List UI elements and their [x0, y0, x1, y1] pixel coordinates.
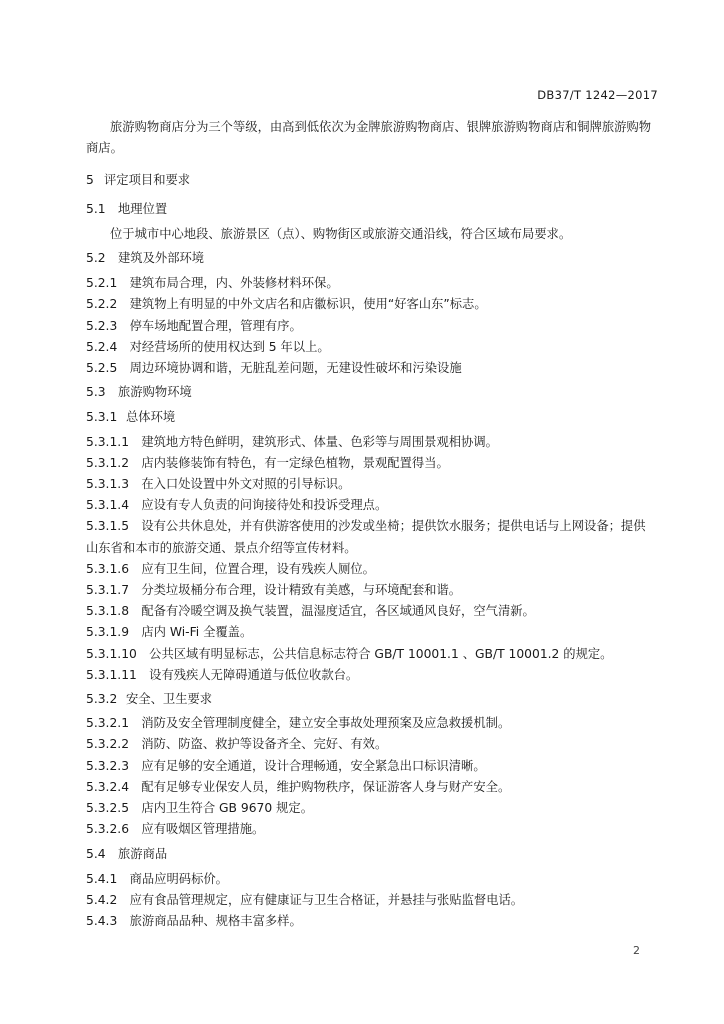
clause-number: 5.3.1.5: [86, 519, 130, 534]
section-title: 地理位置: [118, 201, 168, 216]
clause-number: 5.3.1.8: [86, 604, 130, 619]
clause-item: [86, 665, 654, 686]
clause-number: 5.3.2.4: [86, 779, 130, 794]
section-title: 旅游购物环境: [118, 385, 192, 400]
clause-item: [86, 734, 654, 755]
clause-text: 配有足够专业保安人员，维护购物秩序，保证游客人身与财产安全。: [141, 779, 511, 794]
clause-number: 5.3.2.2: [86, 737, 130, 752]
clause-number: 5.3.1.2: [86, 455, 130, 470]
paragraph: 旅游购物商店分为三个等级，由高到低依次为金牌旅游购物商店、银牌旅游购物商店和铜牌旅游购物商店。: [86, 120, 652, 156]
clause-text: 公共区域有明显标志，公共信息标志符合 GB/T 10001.1 、GB/T 10001.2 的规定。: [149, 646, 613, 661]
clause-text: 分类垃圾桶分布合理，设计精致有美感，与环境配套和谐。: [141, 583, 462, 598]
clause-item: [86, 294, 654, 315]
section-number: 5.3.1: [86, 410, 118, 425]
clause-item: [86, 911, 654, 932]
clause-number: 5.4.2: [86, 892, 118, 907]
clause-text: 设有残疾人无障碍通道与低位收款台。: [149, 667, 359, 682]
section-title: 安全、卫生要求: [126, 692, 213, 707]
clause-text: 建筑物上有明显的中外文店名和店徽标识，使用“好客山东”标志。: [129, 297, 487, 312]
clause-number: 5.3.2.5: [86, 801, 130, 816]
clause-text: 配备有冷暖空调及换气装置，温湿度适宜，各区域通风良好，空气清新。: [141, 604, 535, 619]
clause-text: 建筑地方特色鲜明，建筑形式、体量、色彩等与周围景观相协调。: [141, 434, 498, 449]
clause-number: 5.3.1.10: [86, 646, 137, 661]
section-heading: [86, 689, 654, 710]
clause-item: [86, 601, 654, 622]
section-heading: [86, 248, 654, 269]
clause-number: 5.2.1: [86, 276, 118, 291]
page-number: 2: [633, 944, 640, 957]
clause-number: 5.2.3: [86, 318, 118, 333]
clause-text: 应设有专人负责的问询接待处和投诉受理点。: [141, 498, 388, 513]
clause-text: 店内 Wi-Fi 全覆盖。: [141, 625, 253, 640]
section-number: 5.3: [86, 385, 106, 400]
section-title: 评定项目和要求: [104, 173, 191, 188]
clause-text: 设有公共休息处，并有供游客使用的沙发或坐椅；提供饮水服务；提供电话与上网设备；提供山东省和本市的旅游交通、景点介绍等宣传材料。: [86, 519, 646, 555]
clause-item: [86, 798, 654, 819]
clause-number: 5.3.1.11: [86, 667, 137, 682]
clause-item: [86, 358, 654, 379]
clause-text: 应有食品管理规定，应有健康证与卫生合格证，并悬挂与张贴监督电话。: [129, 892, 524, 907]
clause-item: [86, 316, 654, 337]
clause-text: 应有卫生间，位置合理，设有残疾人厕位。: [141, 561, 375, 576]
section-number: 5.1: [86, 201, 106, 216]
clause-item: [86, 474, 654, 495]
clause-text: 应有吸烟区管理措施。: [141, 822, 265, 837]
clause-number: 5.3.1.6: [86, 561, 130, 576]
document-body: [86, 117, 654, 932]
clause-number: 5.3.1.1: [86, 434, 130, 449]
standard-code: DB37/T 1242—2017: [537, 88, 658, 102]
clause-number: 5.4.3: [86, 914, 118, 929]
clause-item: [86, 516, 654, 558]
clause-item: [86, 337, 654, 358]
clause-number: 5.4.1: [86, 871, 118, 886]
paragraph: 位于城市中心地段、旅游景区（点）、购物街区或旅游交通沿线，符合区域布局要求。: [110, 226, 572, 241]
section-title: 旅游商品: [118, 846, 168, 861]
clause-text: 店内卫生符合 GB 9670 规定。: [141, 801, 313, 816]
clause-number: 5.2.2: [86, 297, 118, 312]
clause-number: 5.2.4: [86, 339, 118, 354]
clause-number: 5.3.2.1: [86, 716, 130, 731]
clause-text: 停车场地配置合理，管理有序。: [129, 318, 302, 333]
clause-item: [86, 622, 654, 643]
clause-text: 旅游商品品种、规格丰富多样。: [129, 914, 302, 929]
section-heading: [86, 199, 654, 220]
section-heading: [86, 844, 654, 865]
clause-number: 5.3.1.3: [86, 477, 130, 492]
clause-item: [86, 453, 654, 474]
section-heading: [86, 170, 654, 191]
section-number: 5: [86, 173, 94, 188]
clause-item: [86, 713, 654, 734]
clause-item: [86, 777, 654, 798]
clause-text: 应有足够的安全通道，设计合理畅通，安全紧急出口标识清晰。: [141, 758, 486, 773]
clause-number: 5.3.2.3: [86, 758, 130, 773]
clause-text: 商品应明码标价。: [129, 871, 228, 886]
clause-text: 周边环境协调和谐，无脏乱差问题，无建设性破坏和污染设施: [129, 361, 462, 376]
clause-number: 5.3.1.9: [86, 625, 130, 640]
clause-item: [86, 432, 654, 453]
clause-number: 5.3.1.7: [86, 583, 130, 598]
clause-item: [86, 273, 654, 294]
clause-item: [86, 819, 654, 840]
clause-item: [86, 756, 654, 777]
clause-text: 店内装修装饰有特色，有一定绿色植物，景观配置得当。: [141, 455, 449, 470]
section-heading: [86, 382, 654, 403]
section-number: 5.2: [86, 251, 106, 266]
clause-text: 消防及安全管理制度健全，建立安全事故处理预案及应急救援机制。: [141, 716, 511, 731]
clause-item: [86, 580, 654, 601]
clause-item: [86, 495, 654, 516]
clause-text: 建筑布局合理，内、外装修材料环保。: [129, 276, 339, 291]
clause-text: 消防、防盗、救护等设备齐全、完好、有效。: [141, 737, 388, 752]
clause-text: 对经营场所的使用权达到 5 年以上。: [129, 339, 330, 354]
clause-item: [86, 890, 654, 911]
clause-item: [86, 869, 654, 890]
section-number: 5.3.2: [86, 692, 118, 707]
section-number: 5.4: [86, 846, 106, 861]
section-heading: [86, 407, 654, 428]
clause-number: 5.3.2.6: [86, 822, 130, 837]
clause-text: 在入口处设置中外文对照的引导标识。: [141, 477, 351, 492]
section-title: 总体环境: [126, 410, 176, 425]
clause-number: 5.3.1.4: [86, 498, 130, 513]
clause-number: 5.2.5: [86, 361, 118, 376]
clause-item: [86, 559, 654, 580]
clause-item: [86, 644, 654, 665]
section-title: 建筑及外部环境: [118, 251, 205, 266]
